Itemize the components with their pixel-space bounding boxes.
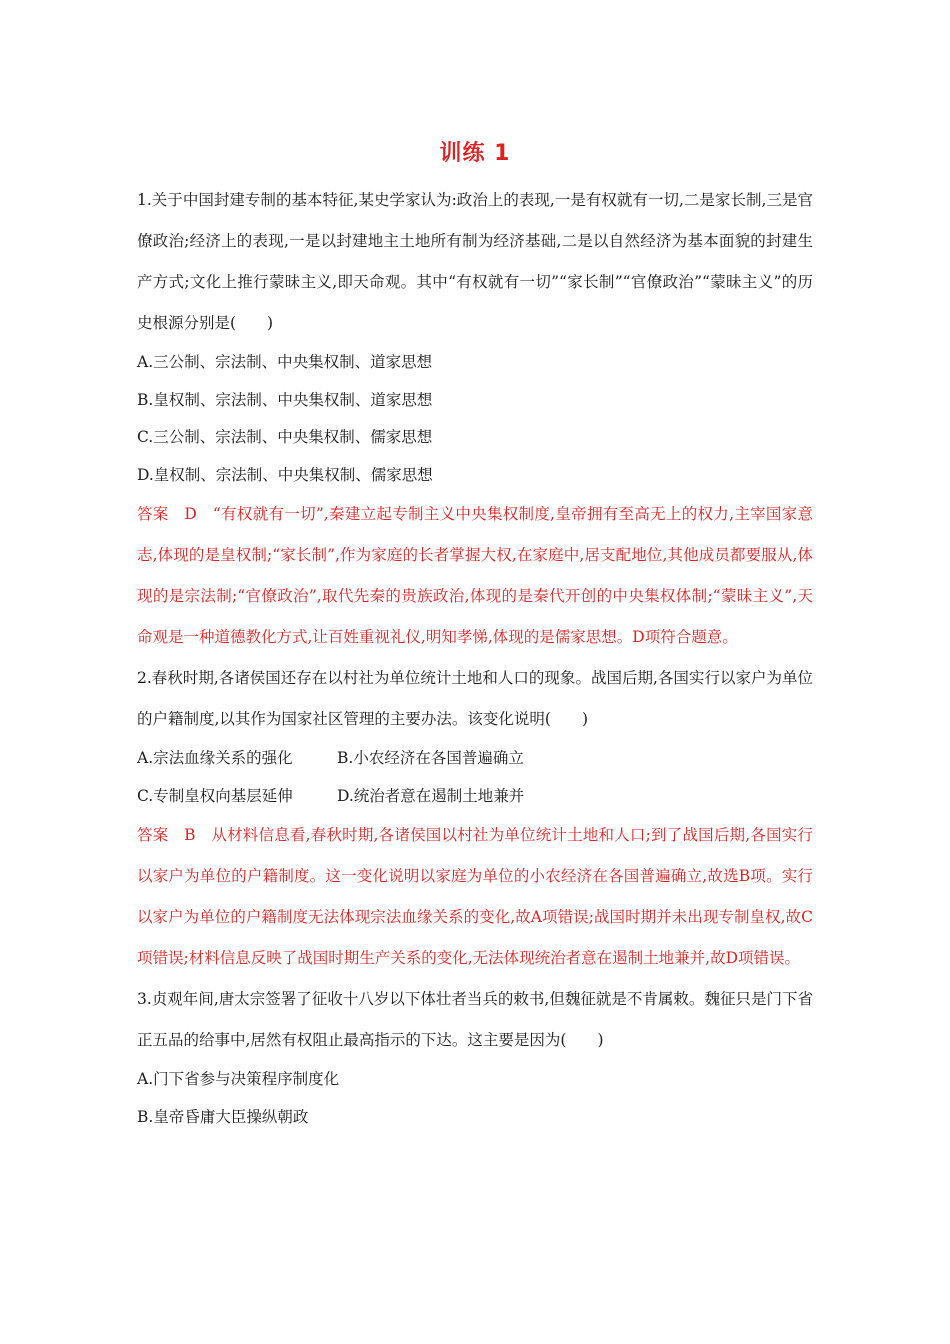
question-1-option-a: A.三公制、宗法制、中央集权制、道家思想 [137, 353, 433, 371]
question-2-options-row-2 [137, 778, 813, 816]
question-1-option-d: D.皇权制、宗法制、中央集权制、儒家思想 [137, 465, 433, 484]
question-2-answer: 答案 B 从材料信息看,春秋时期,各诸侯国以村社为单位统计土地和人口;到了战国后期,各国实行以家户为单位的户籍制度。这一变化说明以家庭为单位的小农经济在各国普遍确立,故选B项。实行以家户为单位的户籍制度无法体现宗法血缘关系的变化,故A项错误;战国时期并未出现专制皇权,故C项错误;材料信息反映了战国时期生产关系的变化,无法体现统治者意在遏制土地兼并,故D项错误。 [137, 826, 813, 967]
page-title: 训练 1 [439, 141, 511, 166]
question-1-stem: 1.关于中国封建专制的基本特征,某史学家认为:政治上的表现,一是有权就有一切,二是家长制,三是官僚政治;经济上的表现,一是以封建地主土地所有制为经济基础,二是以自然经济为基本面貌的封建生产方式;文化上推行蒙昧主义,即天命观。其中“有权就有一切”“家长制”“官僚政治”“蒙昧主义”的历史根源分别是( ) [137, 191, 813, 332]
question-3-option-a: A.门下省参与决策程序制度化 [137, 1070, 340, 1088]
question-2-options-row-1 [137, 740, 813, 778]
question-1-answer: 答案 D “有权就有一切”,秦建立起专制主义中央集权制度,皇帝拥有至高无上的权力,主宰国家意志,体现的是皇权制;“家长制”,作为家庭的长者掌握大权,在家庭中,居支配地位,其他成员都要服从,体现的是宗法制;“官僚政治”,取代先秦的贵族政治,体现的是秦代开创的中央集权体制;“蒙昧主义”,天命观是一种道德教化方式,让百姓重视礼仪,明知孝悌,体现的是儒家思想。D项符合题意。 [137, 505, 813, 646]
question-2-option-d: D.统治者意在遏制土地兼并 [337, 786, 525, 805]
question-2-option-b: B.小农经济在各国普遍确立 [337, 749, 524, 767]
question-2-option-c: C.专制皇权向基层延伸 [137, 786, 293, 805]
question-1-option-c: C.三公制、宗法制、中央集权制、儒家思想 [137, 428, 433, 446]
question-2-stem: 2.春秋时期,各诸侯国还存在以村社为单位统计土地和人口的现象。战国后期,各国实行以家户为单位的户籍制度,以其作为国家社区管理的主要办法。该变化说明( ) [137, 669, 813, 728]
question-2-option-a: A.宗法血缘关系的强化 [137, 749, 293, 767]
question-3-option-b: B.皇帝昏庸大臣操纵朝政 [137, 1107, 309, 1126]
question-3-stem: 3.贞观年间,唐太宗签署了征收十八岁以下体壮者当兵的敕书,但魏征就是不肯属敕。魏征只是门下省正五品的给事中,居然有权阻止最高指示的下达。这主要是因为( ) [137, 990, 813, 1049]
content-body [137, 180, 813, 1136]
question-1-option-b: B.皇权制、宗法制、中央集权制、道家思想 [137, 390, 433, 409]
